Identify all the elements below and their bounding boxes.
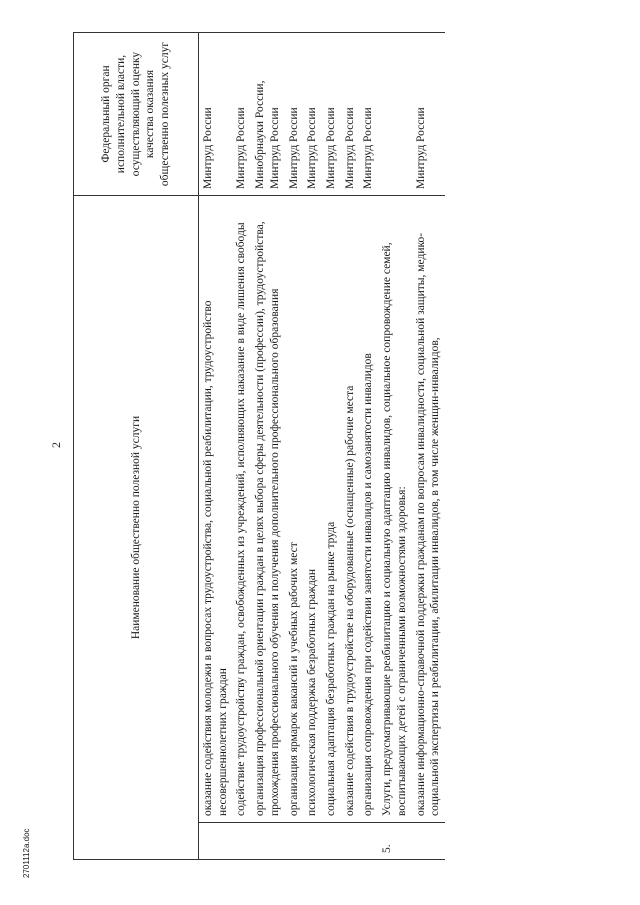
table-row — [341, 33, 360, 860]
table-row — [378, 33, 411, 860]
header-authority: Федеральный орган исполнительной власти, осуществляющий оценку качества оказания общественно полезных услуг — [74, 33, 199, 196]
authority-cell: Минтруд России — [285, 33, 304, 196]
table-row — [199, 33, 233, 860]
table-row — [232, 33, 251, 860]
authority-cell: Минтруд России — [341, 33, 360, 196]
table-row — [285, 33, 304, 860]
row-number — [199, 823, 233, 860]
row-number — [341, 823, 360, 860]
authority-cell: Минтруд России — [303, 33, 322, 196]
service-cell: организация профессиональной ориентации граждан в целях выбора сферы деятельности (профессии), трудоустройства, прохождения профессионального обучения и получения дополнительного профессионального образования — [251, 196, 284, 823]
header-service-name: Наименование общественно полезной услуги — [74, 196, 199, 860]
row-number — [251, 823, 284, 860]
row-number — [285, 823, 304, 860]
service-cell: психологическая поддержка безработных граждан — [303, 196, 322, 823]
authority-cell: Минобрнауки России, Минтруд России — [251, 33, 284, 196]
authority-cell — [378, 33, 411, 196]
page-number: 2 — [49, 442, 63, 448]
authority-cell: Минтруд России — [412, 33, 445, 196]
document-page — [45, 20, 640, 853]
table-row — [303, 33, 322, 860]
table-row — [359, 33, 378, 860]
row-number — [412, 823, 445, 860]
service-cell: Услуги, предусматривающие реабилитацию и социальную адаптацию инвалидов, социальное сопровождение семей, воспитывающих детей с ограниченными возможностями здоровья: — [378, 196, 411, 823]
authority-cell: Минтруд России — [232, 33, 251, 196]
table-row — [251, 33, 284, 860]
file-code: 2701112а.doc — [22, 828, 31, 878]
service-cell: организация сопровождения при содействии занятости инвалидов и самозанятости инвалидов — [359, 196, 378, 823]
table-row — [322, 33, 341, 860]
row-number: 5. — [378, 823, 411, 860]
row-number — [232, 823, 251, 860]
service-cell: социальная адаптация безработных граждан на рынке труда — [322, 196, 341, 823]
row-number — [303, 823, 322, 860]
row-number — [359, 823, 378, 860]
table-header-row — [74, 33, 199, 860]
service-cell: организация ярмарок вакансий и учебных рабочих мест — [285, 196, 304, 823]
services-table — [73, 32, 445, 860]
row-number — [322, 823, 341, 860]
service-cell: оказание содействия молодежи в вопросах трудоустройства, социальной реабилитации, трудоустройство несовершеннолетних граждан — [199, 196, 233, 823]
rotated-content — [45, 20, 605, 870]
service-cell: оказание содействия в трудоустройстве на оборудованные (оснащенные) рабочие места — [341, 196, 360, 823]
table-row — [412, 33, 445, 860]
service-cell: содействие трудоустройству граждан, освобожденных из учреждений, исполняющих наказание в виде лишения свободы — [232, 196, 251, 823]
authority-cell: Минтруд России — [199, 33, 233, 196]
table-body — [199, 33, 446, 860]
authority-cell: Минтруд России — [322, 33, 341, 196]
authority-cell: Минтруд России — [359, 33, 378, 196]
service-cell: оказание информационно-справочной поддержки гражданам по вопросам инвалидности, социальной защиты, медико-социальной экспертизы и реабилитации, абилитации инвалидов, в том числе женщин-инвалидов, — [412, 196, 445, 823]
